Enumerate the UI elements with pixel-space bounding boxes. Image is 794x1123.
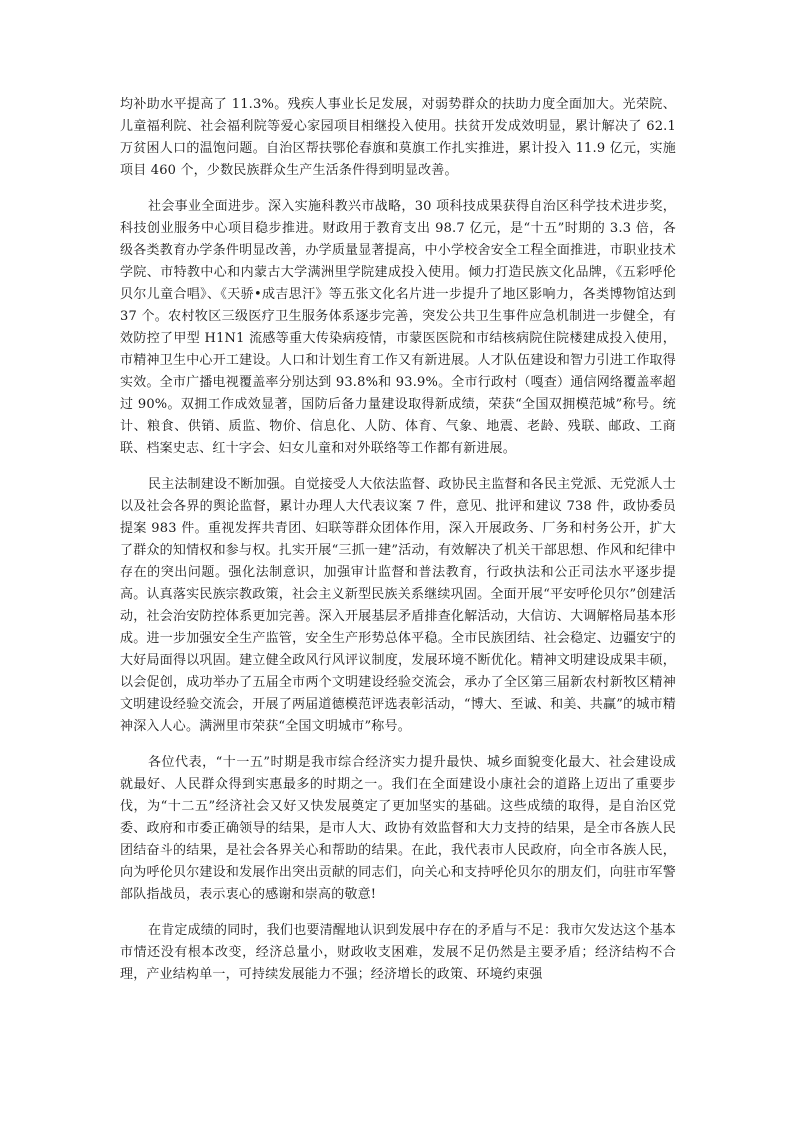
- paragraph-poverty-relief: 均补助水平提高了 11.3%。残疾人事业长足发展，对弱势群众的扶助力度全面加大。光荣院、儿童福利院、社会福利院等爱心家园项目相继投入使用。扶贫开发成效明显，累计解决了 62.1 万贫困人口的温饱问题。自治区帮扶鄂伦春旗和莫旗工作扎实推进，累计投入 11.9 亿元，实施项目 460 个，少数民族群众生产生活条件得到明显改善。: [120, 97, 676, 178]
- paragraph-social-progress: 社会事业全面进步。深入实施科教兴市战略，30 项科技成果获得自治区科学技术进步奖，科技创业服务中心项目稳步推进。财政用于教育支出 98.7 亿元，是“十五”时期的 3.3 倍，各级各类教育办学条件明显改善，办学质量显著提高，中小学校舍安全工程全面推进，市职业技术学院、市特教中心和内蒙古大学满洲里学院建成投入使用。倾力打造民族文化品牌，《五彩呼伦贝尔儿童合唱》、《天骄•成吉思汗》等五张文化名片进一步提升了地区影响力，各类博物馆达到 37 个。农村牧区三级医疗卫生服务体系逐步完善，突发公共卫生事件应急机制进一步健全，有效防控了甲型 H1N1 流感等重大传染病疫情，市蒙医医院和市结核病院住院楼建成投入使用，市精神卫生中心开工建设。人口和计划生育工作又有新进展。人才队伍建设和智力引进工作取得实效。全市广播电视覆盖率分别达到 93.8%和 93.9%。全市行政村（嘎查）通信网络覆盖率超过 90%。双拥工作成效显著，国防后备力量建设取得新成绩，荣获“全国双拥模范城”称号。统计、粮食、供销、质监、物价、信息化、人防、体育、气象、地震、老龄、残联、邮政、工商联、档案史志、红十字会、妇女儿童和对外联络等工作都有新进展。: [120, 199, 676, 456]
- document-body: [120, 94, 676, 1000]
- paragraph-problems: 在肯定成绩的同时，我们也要清醒地认识到发展中存在的矛盾与不足：我市欠发达这个基本市情还没有根本改变，经济总量小，财政收支困难，发展不足仍然是主要矛盾；经济结构不合理，产业结构单一，可持续发展能力不强；经济增长的政策、环境约束强: [120, 923, 677, 982]
- paragraph-acknowledgement: 各位代表，“十一五”时期是我市综合经济实力提升最快、城乡面貌变化最大、社会建设成就最好、人民群众得到实惠最多的时期之一。我们在全面建设小康社会的道路上迈出了重要步伐，为“十二五”经济社会又好又快发展奠定了更加坚实的基础。这些成绩的取得，是自治区党委、政府和市委正确领导的结果，是市人大、政协有效监督和大力支持的结果，是全市各族人民团结奋斗的结果，是社会各界关心和帮助的结果。在此，我代表市人民政府，向全市各族人民，向为呼伦贝尔建设和发展作出突出贡献的同志们，向关心和支持呼伦贝尔的朋友们，向驻市军警部队指战员，表示衷心的感谢和崇高的敬意!: [120, 755, 676, 902]
- paragraph-democracy-legal: 民主法制建设不断加强。自觉接受人大依法监督、政协民主监督和各民主党派、无党派人士以及社会各界的舆论监督，累计办理人大代表议案 7 件，意见、批评和建议 738 件，政协委员提案 983 件。重视发挥共青团、妇联等群众团体作用，深入开展政务、厂务和村务公开，扩大了群众的知情权和参与权。扎实开展“三抓一建”活动，有效解决了机关干部思想、作风和纪律中存在的突出问题。强化法制意识，加强审计监督和普法教育，行政执法和公正司法水平逐步提高。认真落实民族宗教政策，社会主义新型民族关系继续巩固。全面开展“平安呼伦贝尔”创建活动，社会治安防控体系更加完善。深入开展基层矛盾排查化解活动，大信访、大调解格局基本形成。进一步加强安全生产监管，安全生产形势总体平稳。全市民族团结、社会稳定、边疆安宁的大好局面得以巩固。建立健全政风行风评议制度，发展环境不断优化。精神文明建设成果丰硕，以会促创，成功举办了五届全市两个文明建设经验交流会，承办了全区第三届新农村新牧区精神文明建设经验交流会，开展了两届道德模范评选表彰活动，“博大、至诚、和美、共赢”的城市精神深入人心。满洲里市荣获“全国文明城市”称号。: [120, 477, 677, 734]
